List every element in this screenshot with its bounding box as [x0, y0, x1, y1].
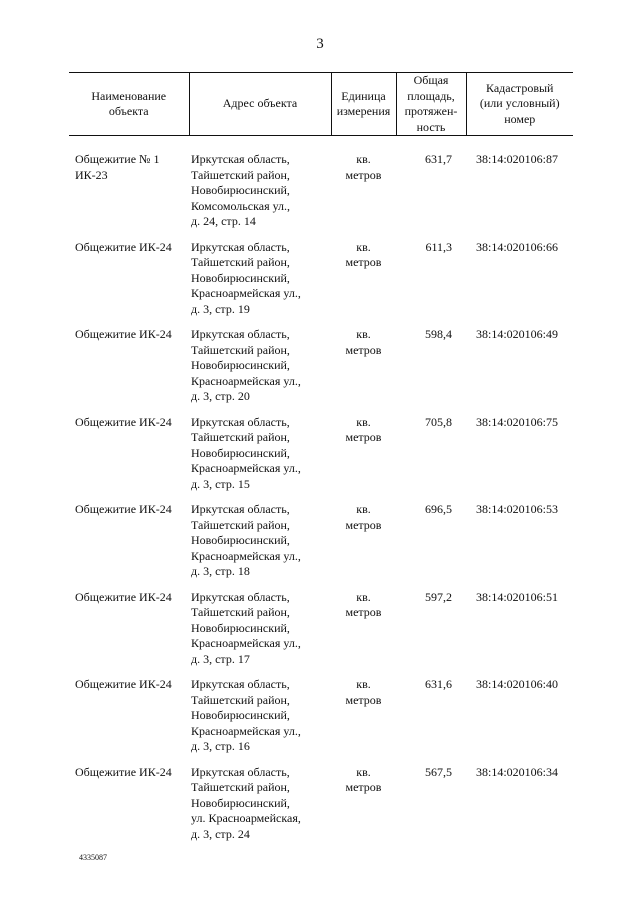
object-name-cell — [69, 677, 189, 765]
unit-line: кв. — [356, 152, 371, 166]
unit-line: метров — [345, 517, 382, 532]
address-line: Тайшетский район, — [191, 167, 290, 182]
table-row — [69, 590, 573, 678]
cadastral-number-cell: 38:14:020106:40 — [476, 677, 559, 691]
area-cell: 705,8 — [425, 414, 452, 429]
unit-line: метров — [345, 167, 382, 182]
address-cell — [189, 590, 331, 678]
address-cell — [189, 327, 331, 415]
object-name-line: Общежитие ИК-24 — [75, 239, 172, 254]
cadastral-number-cell: 38:14:020106:49 — [476, 327, 559, 341]
header-address — [189, 73, 331, 136]
address-line: Новобирюсинский, — [191, 533, 290, 547]
address-line: Иркутская область, — [191, 327, 290, 341]
address-line: Новобирюсинский, — [191, 183, 290, 197]
address-line: д. 3, стр. 15 — [191, 476, 250, 491]
header-line: Адрес объекта — [222, 96, 298, 111]
address-line: Иркутская область, — [191, 764, 290, 779]
unit-cell — [331, 415, 396, 503]
cadastral-number-cell: 38:14:020106:75 — [476, 414, 559, 429]
header-line: Наименование — [91, 88, 167, 103]
area-cell: 631,7 — [425, 152, 452, 166]
object-name-line: ИК-23 — [75, 167, 108, 182]
address-line: Красноармейская ул., — [191, 461, 301, 475]
object-name-cell — [69, 240, 189, 328]
unit-line: метров — [345, 255, 382, 269]
header-unit — [331, 73, 396, 136]
table-row — [69, 677, 573, 765]
address-line: д. 3, стр. 16 — [191, 739, 250, 753]
header-line: (или условный) — [479, 96, 560, 111]
address-line: Тайшетский район, — [191, 255, 290, 269]
area-cell: 597,2 — [425, 589, 452, 604]
address-line: Красноармейская ул., — [191, 373, 301, 388]
header-area — [396, 73, 466, 136]
address-line: Комсомольская ул., — [191, 198, 291, 213]
address-cell — [189, 240, 331, 328]
unit-cell — [331, 590, 396, 678]
unit-line: кв. — [356, 764, 371, 779]
object-name-cell — [69, 327, 189, 415]
address-line: д. 3, стр. 18 — [191, 564, 250, 578]
property-table — [69, 72, 573, 852]
header-line: номер — [504, 111, 536, 126]
unit-line: метров — [345, 780, 382, 794]
header-line: Единица — [341, 88, 386, 103]
cadastral-number-cell: 38:14:020106:51 — [476, 589, 559, 604]
unit-cell — [331, 240, 396, 328]
object-name-cell — [69, 415, 189, 503]
address-line: д. 3, стр. 19 — [191, 301, 250, 316]
address-line: д. 24, стр. 14 — [191, 214, 256, 228]
area-cell: 611,3 — [425, 239, 452, 254]
address-line: Иркутская область, — [191, 152, 290, 166]
header-object-name — [69, 73, 189, 136]
table-row — [69, 502, 573, 590]
address-line: Красноармейская ул., — [191, 286, 301, 300]
table-row — [69, 327, 573, 415]
area-cell: 567,5 — [425, 764, 452, 779]
address-line: Тайшетский район, — [191, 780, 290, 794]
unit-line: кв. — [356, 589, 371, 604]
unit-line: метров — [345, 605, 382, 619]
table-row — [69, 765, 573, 853]
header-line: Общая — [413, 73, 449, 87]
address-cell — [189, 677, 331, 765]
header-line: Кадастровый — [486, 80, 554, 95]
address-line: Новобирюсинский, — [191, 708, 290, 722]
header-cadastral — [466, 73, 573, 136]
address-line: Новобирюсинский, — [191, 620, 290, 635]
address-line: Тайшетский район, — [191, 430, 290, 444]
cadastral-number-cell: 38:14:020106:66 — [476, 239, 559, 254]
object-name-line: Общежитие № 1 — [75, 152, 160, 166]
object-name-cell — [69, 765, 189, 853]
address-line: Иркутская область, — [191, 239, 290, 254]
unit-cell — [331, 677, 396, 765]
address-line: д. 3, стр. 17 — [191, 651, 250, 666]
address-cell — [189, 136, 331, 240]
header-line: измерения — [336, 104, 391, 118]
unit-line: кв. — [356, 677, 371, 691]
unit-cell — [331, 765, 396, 853]
address-line: Иркутская область, — [191, 502, 290, 516]
area-cell: 631,6 — [425, 677, 452, 691]
object-name-line: Общежитие ИК-24 — [75, 764, 172, 779]
unit-line: кв. — [356, 502, 371, 516]
address-line: Тайшетский район, — [191, 692, 290, 707]
unit-line: метров — [345, 430, 382, 444]
address-line: Новобирюсинский, — [191, 270, 290, 285]
area-cell: 696,5 — [425, 502, 452, 516]
unit-line: кв. — [356, 414, 371, 429]
object-name-cell — [69, 502, 189, 590]
address-line: Тайшетский район, — [191, 517, 290, 532]
object-name-cell — [69, 136, 189, 240]
object-name-line: Общежитие ИК-24 — [75, 589, 172, 604]
table-header — [69, 73, 573, 136]
address-line: Иркутская область, — [191, 677, 290, 691]
address-cell — [189, 765, 331, 853]
address-line: д. 3, стр. 20 — [191, 389, 250, 403]
area-cell: 598,4 — [425, 327, 452, 341]
address-line: Новобирюсинский, — [191, 358, 290, 372]
object-name-cell — [69, 590, 189, 678]
address-line: Новобирюсинский, — [191, 795, 290, 810]
unit-line: кв. — [356, 239, 371, 254]
cadastral-number-cell: 38:14:020106:34 — [476, 764, 559, 779]
object-name-line: Общежитие ИК-24 — [75, 677, 172, 691]
page-number: 3 — [316, 36, 324, 52]
address-line: Красноармейская ул., — [191, 548, 301, 563]
address-line: Новобирюсинский, — [191, 445, 290, 460]
object-name-line: Общежитие ИК-24 — [75, 502, 172, 516]
unit-line: метров — [345, 692, 382, 707]
cadastral-number-cell: 38:14:020106:53 — [476, 502, 559, 516]
unit-line: кв. — [356, 327, 371, 341]
address-line: ул. Красноармейская, — [191, 811, 301, 825]
object-name-line: Общежитие ИК-24 — [75, 327, 172, 341]
object-name-line: Общежитие ИК-24 — [75, 414, 172, 429]
unit-cell — [331, 502, 396, 590]
address-line: Тайшетский район, — [191, 342, 290, 357]
unit-cell — [331, 327, 396, 415]
unit-line: метров — [345, 342, 382, 357]
cadastral-number-cell: 38:14:020106:87 — [476, 152, 559, 166]
table-row — [69, 415, 573, 503]
table-row — [69, 240, 573, 328]
address-line: Красноармейская ул., — [191, 636, 301, 650]
header-line: площадь, — [407, 88, 455, 103]
address-line: Тайшетский район, — [191, 605, 290, 619]
document-code: 4335087 — [79, 853, 107, 862]
address-cell — [189, 502, 331, 590]
unit-cell — [331, 136, 396, 240]
header-line: ность — [416, 119, 446, 134]
address-line: д. 3, стр. 24 — [191, 826, 250, 841]
address-line: Красноармейская ул., — [191, 723, 301, 738]
header-line: протяжен- — [404, 104, 458, 118]
table-row — [69, 136, 573, 240]
address-line: Иркутская область, — [191, 414, 290, 429]
header-line: объекта — [108, 104, 149, 118]
address-line: Иркутская область, — [191, 589, 290, 604]
address-cell — [189, 415, 331, 503]
